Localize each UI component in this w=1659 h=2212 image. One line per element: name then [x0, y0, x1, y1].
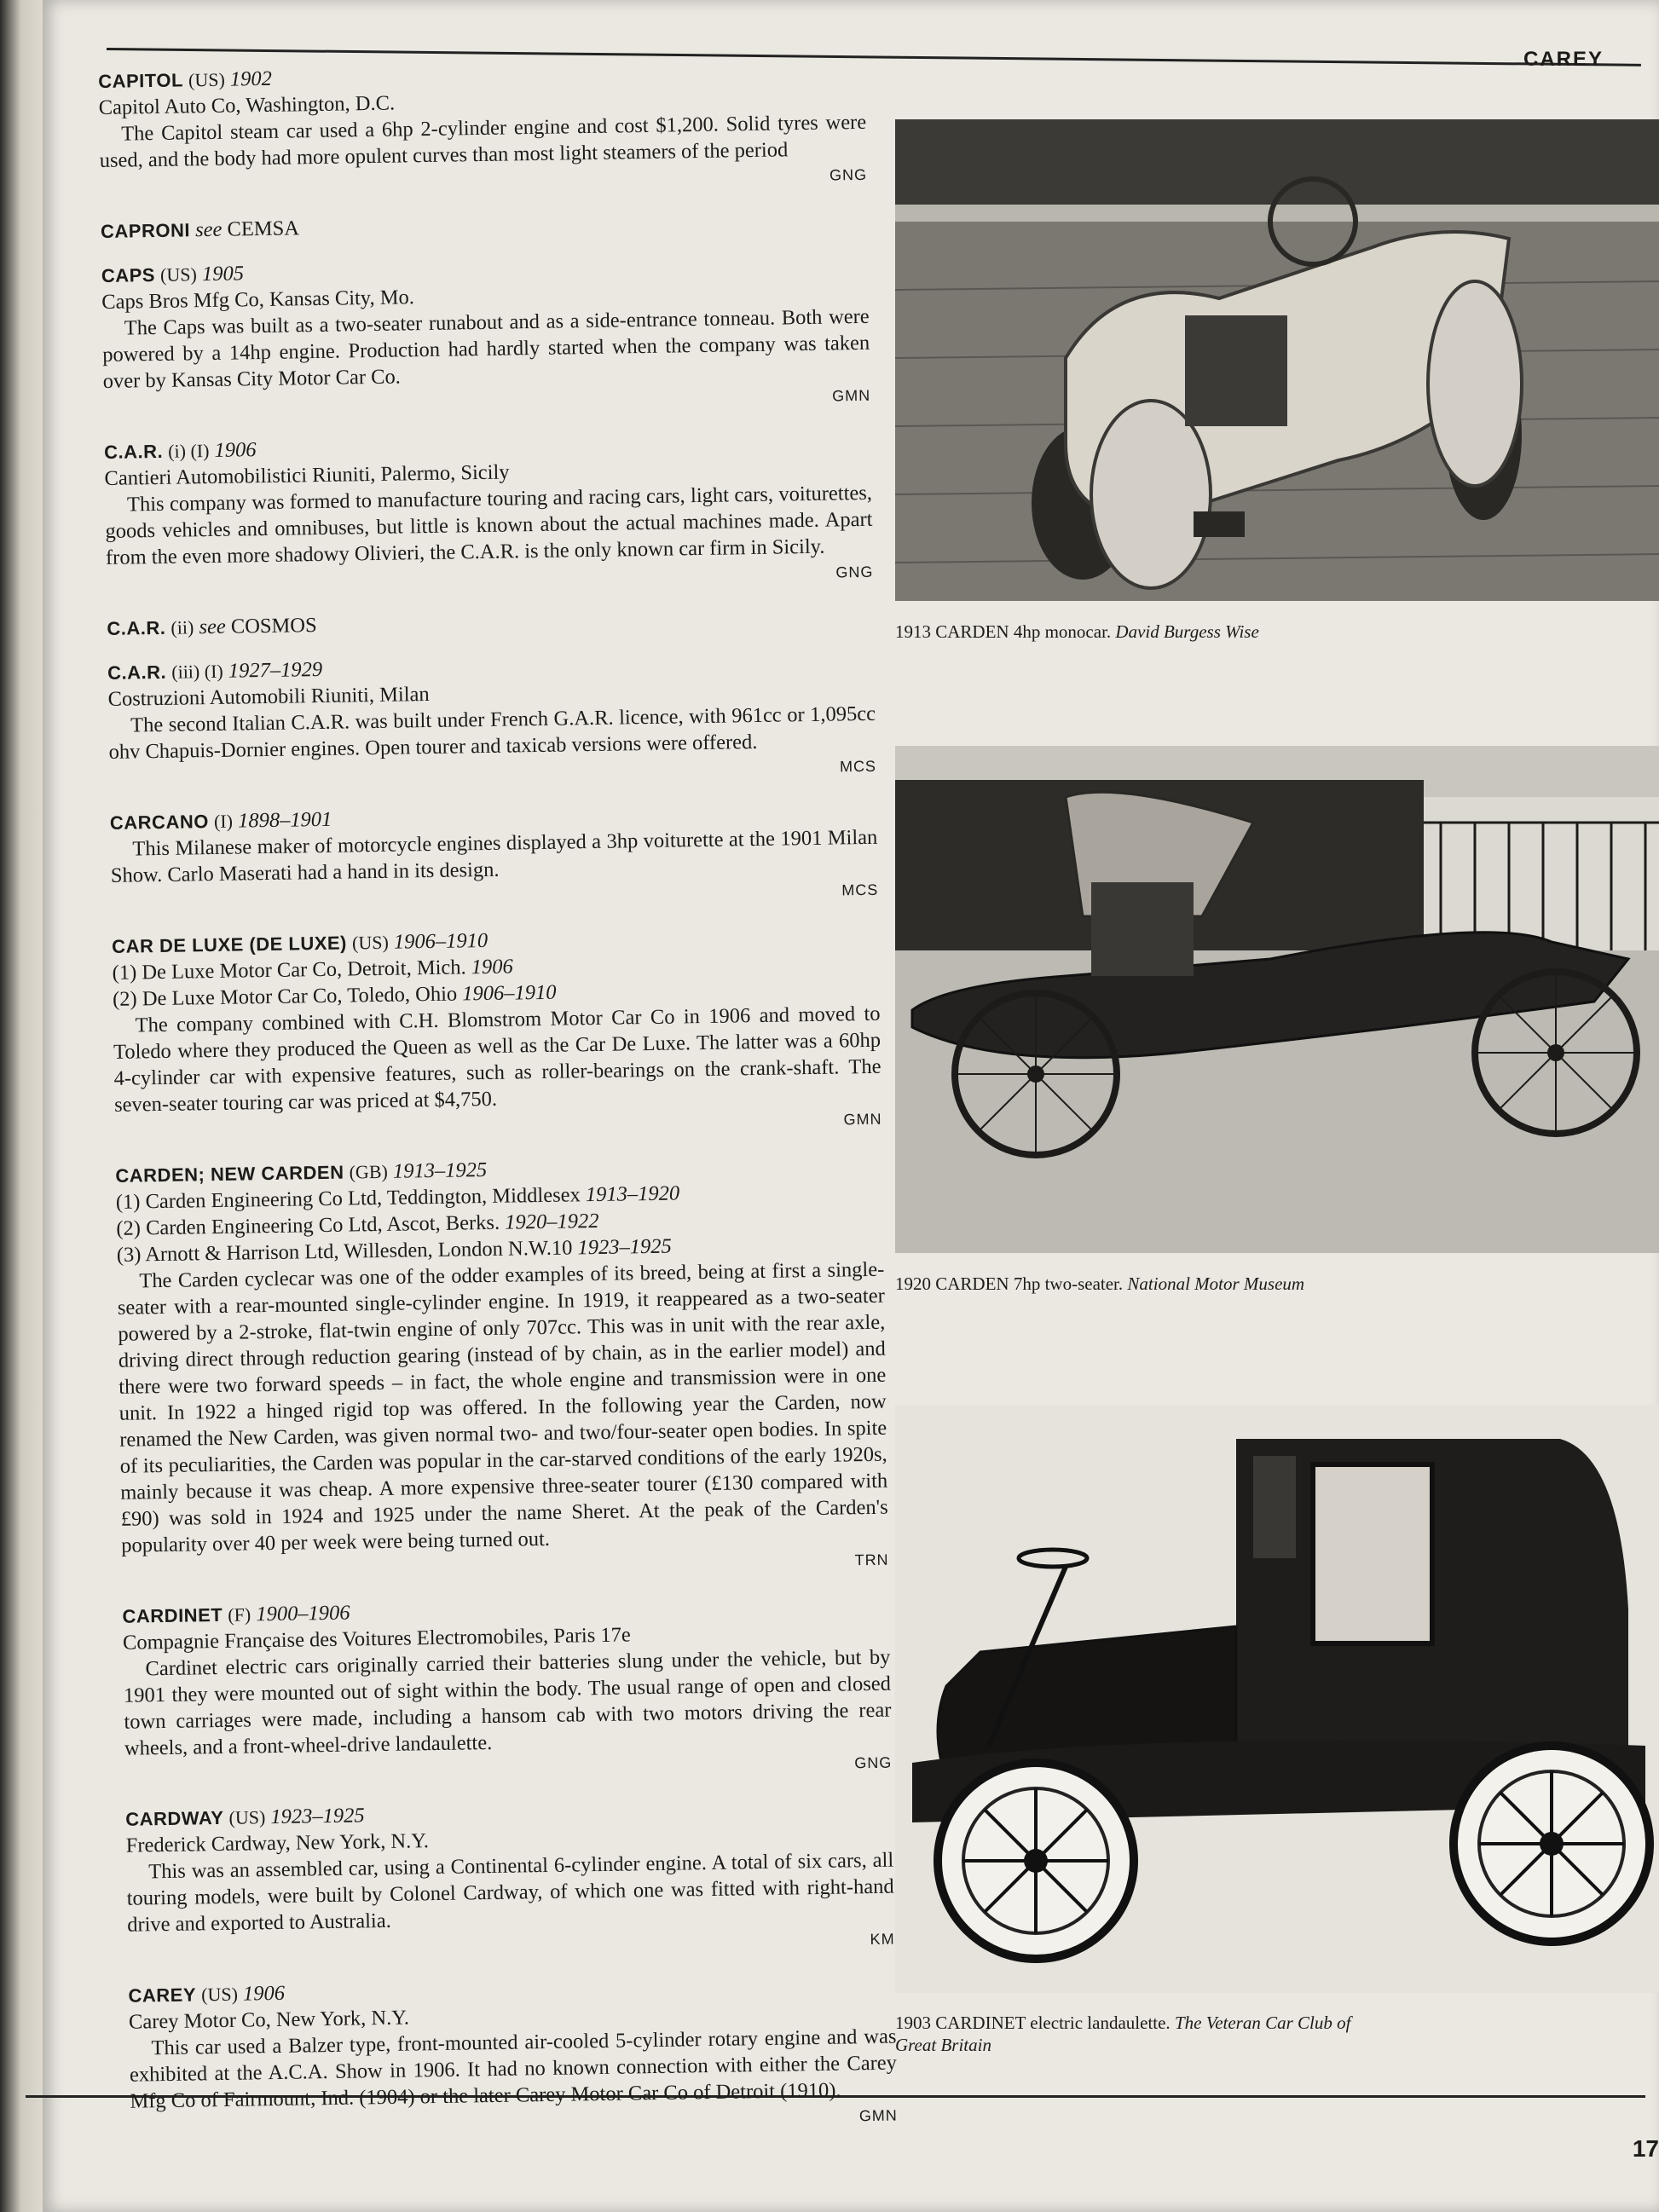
caption-credit: National Motor Museum — [1127, 1273, 1305, 1294]
entry-country: (US) — [228, 1806, 266, 1828]
maker-name: (1) De Luxe Motor Car Co, Detroit, Mich. — [112, 956, 466, 985]
photo-carden-two-seater — [895, 746, 1659, 1253]
encyclopedia-entry — [98, 56, 867, 200]
entry-author-initials: GNG — [854, 1753, 893, 1772]
entry-country: (iii) (I) — [171, 660, 223, 683]
entry-body: The Capitol steam car used a 6hp 2-cylinder engine and cost $1,200. Solid tyres were used, and the body had more opulent curves than most light steamers of the period — [99, 110, 867, 172]
entry-country: (US) — [351, 931, 389, 954]
entry-author-initials: TRN — [854, 1551, 889, 1569]
entry-author-initials: GMN — [858, 2106, 898, 2125]
maker-name: (2) Carden Engineering Co Ltd, Ascot, Berks. — [116, 1210, 500, 1240]
encyclopedia-entry — [125, 1794, 895, 1965]
entry-name: C.A.R. — [107, 661, 167, 684]
maker-years: 1913–1920 — [585, 1181, 680, 1207]
encyclopedia-entry — [104, 427, 874, 598]
maker-name: Compagnie Française des Voitures Electromobiles, Paris 17e — [122, 1623, 631, 1655]
entry-years: 1900–1906 — [256, 1601, 350, 1626]
entry-see-target: CEMSA — [227, 217, 300, 241]
entry-name: CAR DE LUXE (DE LUXE) — [111, 932, 348, 957]
entry-years: 1906 — [214, 438, 257, 462]
maker-years: 1920–1922 — [505, 1209, 599, 1234]
entry-country: (US) — [188, 68, 225, 91]
entry-years: 1902 — [229, 66, 273, 91]
entry-body: The company combined with C.H. Blomstrom Motor Car Co in 1906 and moved to Toledo where they produced the Queen as well as the Car De Luxe. The latter was a 60hp 4-cylinder car with expensive features, such as roller-bearings on the crank-shaft. The seven-seater touring car was priced at $4,750. — [113, 1002, 882, 1117]
entry-country: (i) (I) — [167, 440, 210, 462]
monocar-illustration — [895, 119, 1659, 601]
maker-name: Caps Bros Mfg Co, Kansas City, Mo. — [101, 286, 415, 314]
entry-author-initials: GMN — [843, 1110, 882, 1129]
photo-cardinet-landaulette — [895, 1405, 1659, 1993]
entry-name: CARCANO — [109, 811, 210, 834]
encyclopedia-entry — [110, 798, 879, 915]
entry-author-initials: KM — [870, 1930, 895, 1949]
entry-years: 1906–1910 — [393, 928, 488, 954]
entry-author-initials: GNG — [829, 165, 868, 184]
encyclopedia-entry — [101, 251, 871, 421]
entry-heading — [107, 604, 874, 642]
entry-years: 1927–1929 — [228, 657, 323, 683]
entry-body: This company was formed to manufacture touring and racing cars, light cars, voiturettes, goods vehicles and omnibuses, but little is known about the actual machines made. Apart from the even more shadowy Olivieri, the C.A.R. is the only known car firm in Sicily. — [105, 481, 873, 569]
entry-heading — [101, 206, 868, 245]
caption-text: 1920 CARDEN 7hp two-seater. — [895, 1273, 1124, 1294]
maker-name: (1) Carden Engineering Co Ltd, Teddington, Middlesex — [115, 1183, 581, 1214]
entry-see-target: COSMOS — [230, 614, 317, 638]
entry-author-initials: MCS — [839, 757, 877, 776]
entry-name: C.A.R. — [107, 616, 166, 639]
maker-name: Frederick Cardway, New York, N.Y. — [125, 1829, 430, 1857]
caption-credit: David Burgess Wise — [1115, 621, 1259, 642]
page-number: 17 — [1632, 2135, 1659, 2162]
entry-name: CAPS — [101, 263, 156, 286]
caption-text: 1903 CARDINET electric landaulette. — [895, 2013, 1171, 2033]
entry-see-label: see — [194, 217, 223, 242]
maker-years: 1906–1910 — [462, 980, 557, 1006]
maker-name: Cantieri Automobilistici Riuniti, Palermo, Sicily — [104, 460, 510, 490]
maker-name: (3) Arnott & Harrison Ltd, Willesden, London N.W.10 — [116, 1236, 573, 1267]
entry-years: 1913–1925 — [392, 1158, 488, 1183]
landaulette-illustration — [895, 1405, 1659, 1993]
entry-author-initials: GNG — [835, 563, 874, 581]
maker-years: 1923–1925 — [577, 1234, 672, 1260]
photo-caption-2 — [895, 1273, 1373, 1295]
entry-years: 1905 — [201, 262, 245, 286]
encyclopedia-entry — [115, 1151, 889, 1585]
entry-country: (GB) — [349, 1160, 389, 1183]
photo-caption-1 — [895, 621, 1373, 643]
entry-name: CAPITOL — [98, 69, 184, 92]
maker-name: (2) De Luxe Motor Car Co, Toledo, Ohio — [112, 982, 458, 1011]
entry-name: CARDWAY — [125, 1806, 224, 1830]
entry-body: This car used a Balzer type, front-mounted air-cooled 5-cylinder rotary engine and was exhibited at the A.C.A. Show in 1906. It had no known connection with either the Carey Mfg Co of Fairmount, Ind. (1904) or the later Carey Motor Car Co of Detroit (1910). — [129, 2024, 898, 2113]
maker-name: Costruzioni Automobili Riuniti, Milan — [107, 682, 430, 711]
maker-name: Carey Motor Co, New York, N.Y. — [128, 2006, 410, 2034]
running-head: CAREY — [1523, 48, 1604, 71]
entry-name: CAREY — [128, 1984, 197, 2007]
encyclopedia-entry — [128, 1971, 898, 2141]
encyclopedia-entry — [122, 1591, 892, 1788]
entry-country: (US) — [159, 263, 198, 286]
encyclopedia-text-column — [98, 56, 898, 2159]
entry-see-label: see — [199, 615, 226, 639]
entry-years: 1898–1901 — [237, 807, 332, 833]
entry-name: CAPRONI — [100, 219, 191, 242]
two-seater-illustration — [895, 746, 1659, 1253]
entry-author-initials: MCS — [841, 881, 879, 899]
entry-country: (F) — [228, 1603, 251, 1626]
entry-country: (I) — [213, 810, 234, 832]
entry-years: 1923–1925 — [270, 1804, 365, 1829]
caption-text: 1913 CARDEN 4hp monocar. — [895, 621, 1112, 642]
entry-name: CARDEN; NEW CARDEN — [115, 1161, 344, 1187]
encyclopedia-entry — [107, 648, 876, 792]
entry-country: (ii) — [171, 616, 194, 638]
encyclopedia-entry — [101, 206, 868, 245]
entry-country: (US) — [200, 1983, 239, 2006]
encyclopedia-entry — [107, 604, 874, 642]
photo-carden-monocar — [895, 119, 1659, 601]
entry-name: CARDINET — [122, 1603, 223, 1627]
entry-author-initials: GMN — [831, 386, 871, 405]
entry-body: Cardinet electric cars originally carried their batteries slung under the vehicle, but by 1901 they were mounted out of sight within the body. The usual range of open and closed town carriages were made, including a hansom cab with two motors driving the rear wheels, and a front-wheel-drive landaulette. — [123, 1645, 892, 1760]
encyclopedia-entry — [112, 921, 882, 1145]
entry-body: This Milanese maker of motorcycle engines displayed a 3hp voiturette at the 1901 Milan Show. Carlo Maserati had a hand in its design. — [110, 825, 878, 887]
caption-credit: The Veteran Car Club of Great Britain — [895, 2013, 1351, 2055]
entry-years: 1906 — [242, 1981, 286, 2006]
entry-name: C.A.R. — [103, 440, 164, 463]
entry-body: The second Italian C.A.R. was built under French G.A.R. licence, with 961cc or 1,095cc ohv Chapuis-Dornier engines. Open tourer and taxicab versions were offered. — [108, 702, 876, 764]
entry-body: This was an assembled car, using a Continental 6-cylinder engine. A total of six cars, all touring models, were built by Colonel Cardway, of which one was fitted with right-hand drive and exported to Australia. — [126, 1848, 894, 1937]
maker-years: 1906 — [471, 955, 514, 979]
entry-body: The Caps was built as a two-seater runabout and as a side-entrance tonneau. Both were powered by a 14hp engine. Production had hardly started when the company was taken over by Kansas City Motor Car Co. — [102, 304, 870, 393]
photo-caption-3 — [895, 2012, 1373, 2056]
entry-body: The Carden cyclecar was one of the odder examples of its breed, being at first a single-seater with a rear-mounted single-cylinder engine. In 1919, it reappeared as a two-seater powered by a 2-stroke, flat-twin engine of only 707cc. This was in unit with the rear axle, driving direct through reduction gearing (instead of by chain, as in the earlier model) and there were two forward speeds – in fact, the whole engine and transmission were in one unit. In 1922 a hinged rigid top was offered. In the following year the Carden, now renamed the New Carden, was given normal two- and two/four-seater open bodies. In spite of its peculiarities, the Carden was popular in the car-starved conditions of the early 1920s, mainly because it was cheap. A more expensive three-seater tourer (£130 compared with £90) was sold in 1924 and 1925 under the name Sheret. At the peak of the Carden's popularity over 40 per week were being turned out. — [117, 1257, 888, 1557]
maker-name: Capitol Auto Co, Washington, D.C. — [98, 91, 396, 119]
